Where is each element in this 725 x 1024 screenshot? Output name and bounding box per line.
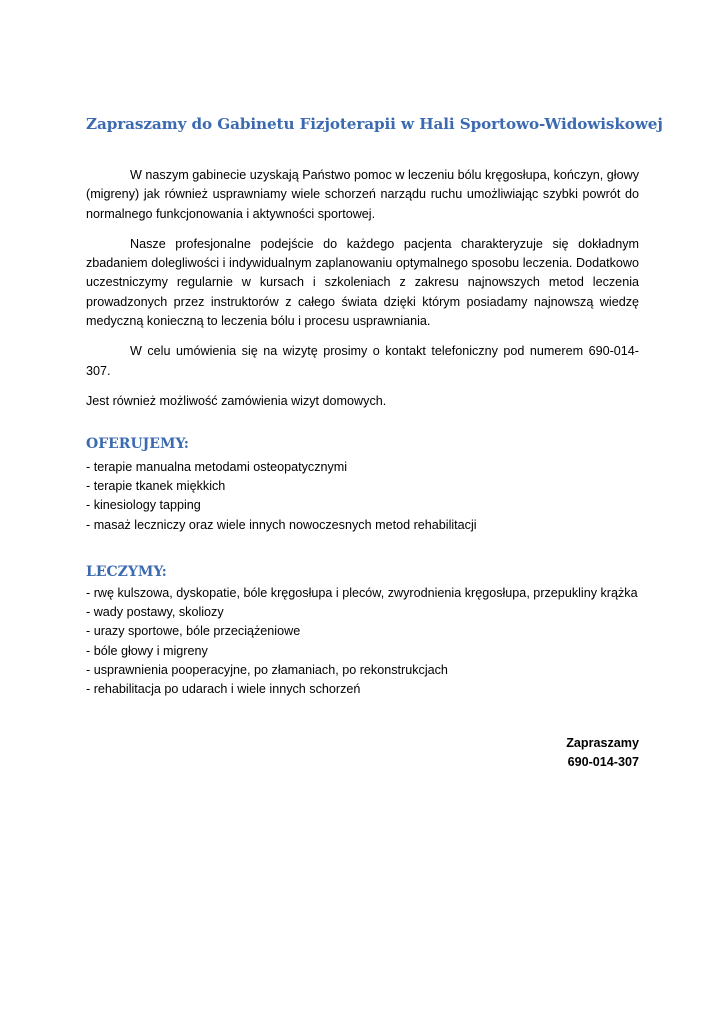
treat-list <box>86 584 638 699</box>
offer-list <box>86 458 477 535</box>
closing-invite: Zapraszamy <box>566 736 639 750</box>
list-item: - terapie tkanek miękkich <box>86 479 226 494</box>
treat-heading: LECZYMY: <box>86 564 167 580</box>
paragraph-services: W naszym gabinecie uzyskają Państwo pomoc w leczeniu bólu kręgosłupa, kończyn, głowy (migreny) jak również usprawniamy wiele schorzeń narządu ruchu umożliwiając szybki powrót do normalnego funkcjonowania i aktywności sportowej. <box>86 168 639 221</box>
paragraph-appointment: W celu umówienia się na wizytę prosimy o kontakt telefoniczny pod numerem 690-014-307. <box>86 344 639 378</box>
paragraph-approach: Nasze profesjonalne podejście do każdego pacjenta charakteryzuje się dokładnym zbadaniem dolegliwości i indywidualnym zaplanowaniu optymalnego sposobu leczenia. Dodatkowo uczestniczymy regularnie w kursach i szkoleniach z zakresu najnowszych metod leczenia prowadzonych przez instruktorów z całego świata dzięki którym posiadamy najnowszą wiedzę medyczną konieczną to leczenia bólu i procesu usprawniania. <box>86 236 639 329</box>
page-title: Zapraszamy do Gabinetu Fizjoterapii w Hali Sportowo-Widowiskowej <box>86 115 663 133</box>
list-item: - terapie manualna metodami osteopatycznymi <box>86 460 348 474</box>
closing-signature <box>566 734 639 773</box>
list-item: - rehabilitacja po udarach i wiele innych schorzeń <box>86 682 361 697</box>
list-item: - bóle głowy i migreny <box>86 643 208 658</box>
list-item: - usprawnienia pooperacyjne, po złamaniach, po rekonstrukcjach <box>86 662 448 677</box>
paragraph-home-visits: Jest również możliwość zamówienia wizyt domowych. <box>86 393 387 408</box>
intro-text <box>86 166 639 422</box>
closing-phone: 690-014-307 <box>567 755 639 770</box>
list-item: - wady postawy, skoliozy <box>86 605 224 620</box>
list-item: - rwę kulszowa, dyskopatie, bóle kręgosłupa i pleców, zwyrodnienia kręgosłupa, przepukliny krążka <box>86 586 638 600</box>
offer-heading: OFERUJEMY: <box>86 436 189 452</box>
list-item: - urazy sportowe, bóle przeciążeniowe <box>86 624 301 639</box>
list-item: - kinesiology tapping <box>86 498 201 513</box>
list-item: - masaż leczniczy oraz wiele innych nowoczesnych metod rehabilitacji <box>86 517 477 532</box>
